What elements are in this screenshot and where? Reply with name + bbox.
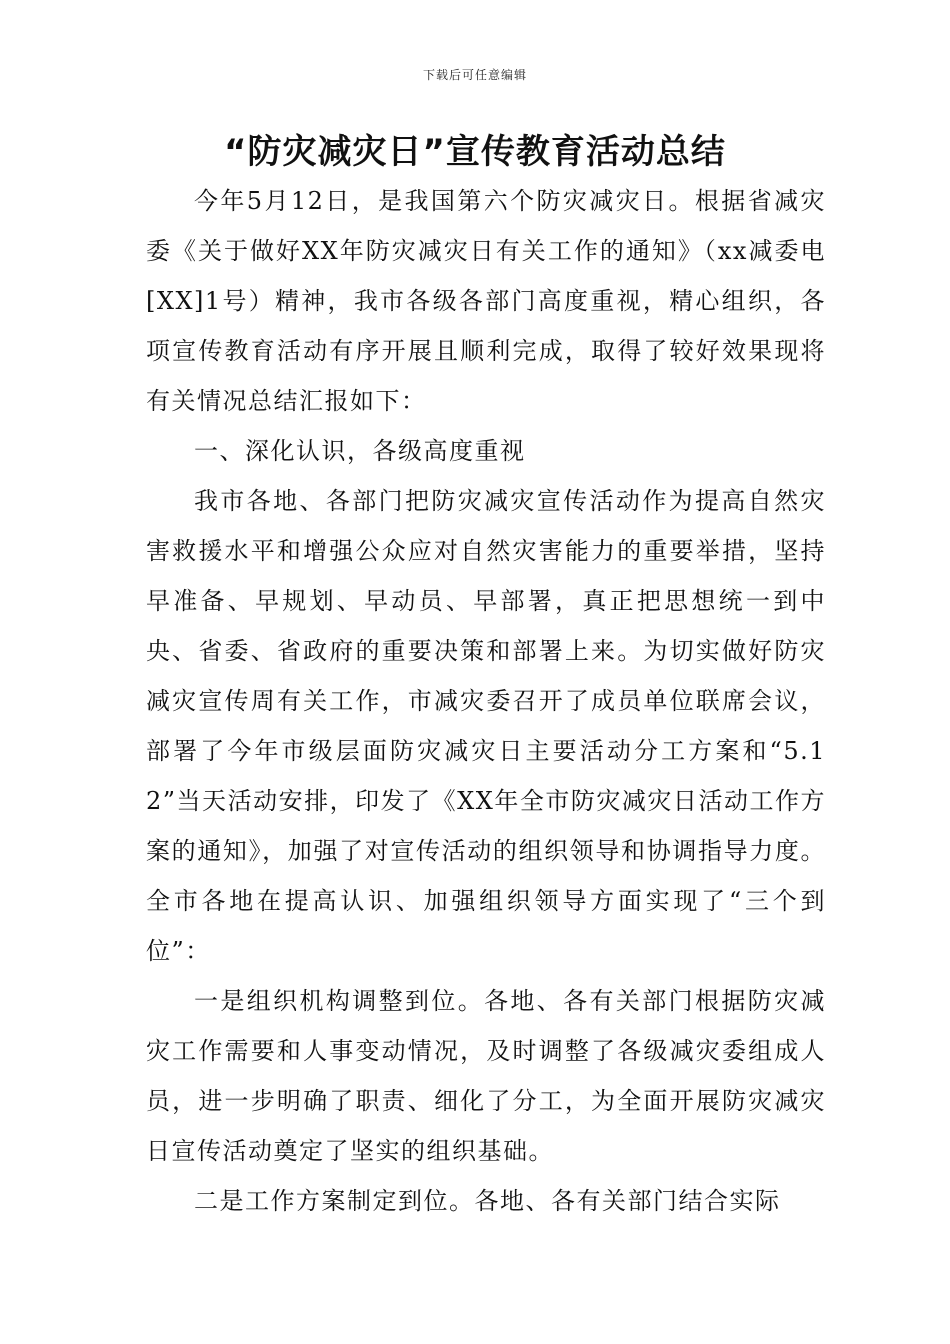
- paragraph-point-1: 一是组织机构调整到位。各地、各有关部门根据防灾减灾工作需要和人事变动情况，及时调整了各级减灾委组成人员，进一步明确了职责、细化了分工，为全面开展防灾减灾日宣传活动奠定了坚实的组织基础。: [146, 987, 826, 1165]
- paragraph-section-1: 我市各地、各部门把防灾减灾宣传活动作为提高自然灾害救援水平和增强公众应对自然灾害能力的重要举措，坚持早准备、早规划、早动员、早部署，真正把思想统一到中央、省委、省政府的重要决策和部署上来。为切实做好防灾减灾宣传周有关工作，市减灾委召开了成员单位联席会议，部署了今年市级层面防灾减灾日主要活动分工方案和“5.12”当天活动安排，印发了《XX年全市防灾减灾日活动工作方案的通知》，加强了对宣传活动的组织领导和协调指导力度。全市各地在提高认识、加强组织领导方面实现了“三个到位”：: [146, 487, 826, 965]
- document-body: [146, 176, 826, 1226]
- section-heading-1: 一、深化认识，各级高度重视: [194, 437, 526, 465]
- document-title: “防灾减灾日”宣传教育活动总结: [224, 132, 726, 172]
- paragraph-intro: 今年5月12日，是我国第六个防灾减灾日。根据省减灾委《关于做好XX年防灾减灾日有关工作的通知》（xx减委电[XX]1号）精神，我市各级各部门高度重视，精心组织，各项宣传教育活动有序开展且顺利完成，取得了较好效果现将有关情况总结汇报如下：: [146, 187, 826, 415]
- paragraph-point-2: 二是工作方案制定到位。各地、各有关部门结合实际: [194, 1187, 781, 1215]
- header-note: 下载后可任意编辑: [422, 68, 527, 82]
